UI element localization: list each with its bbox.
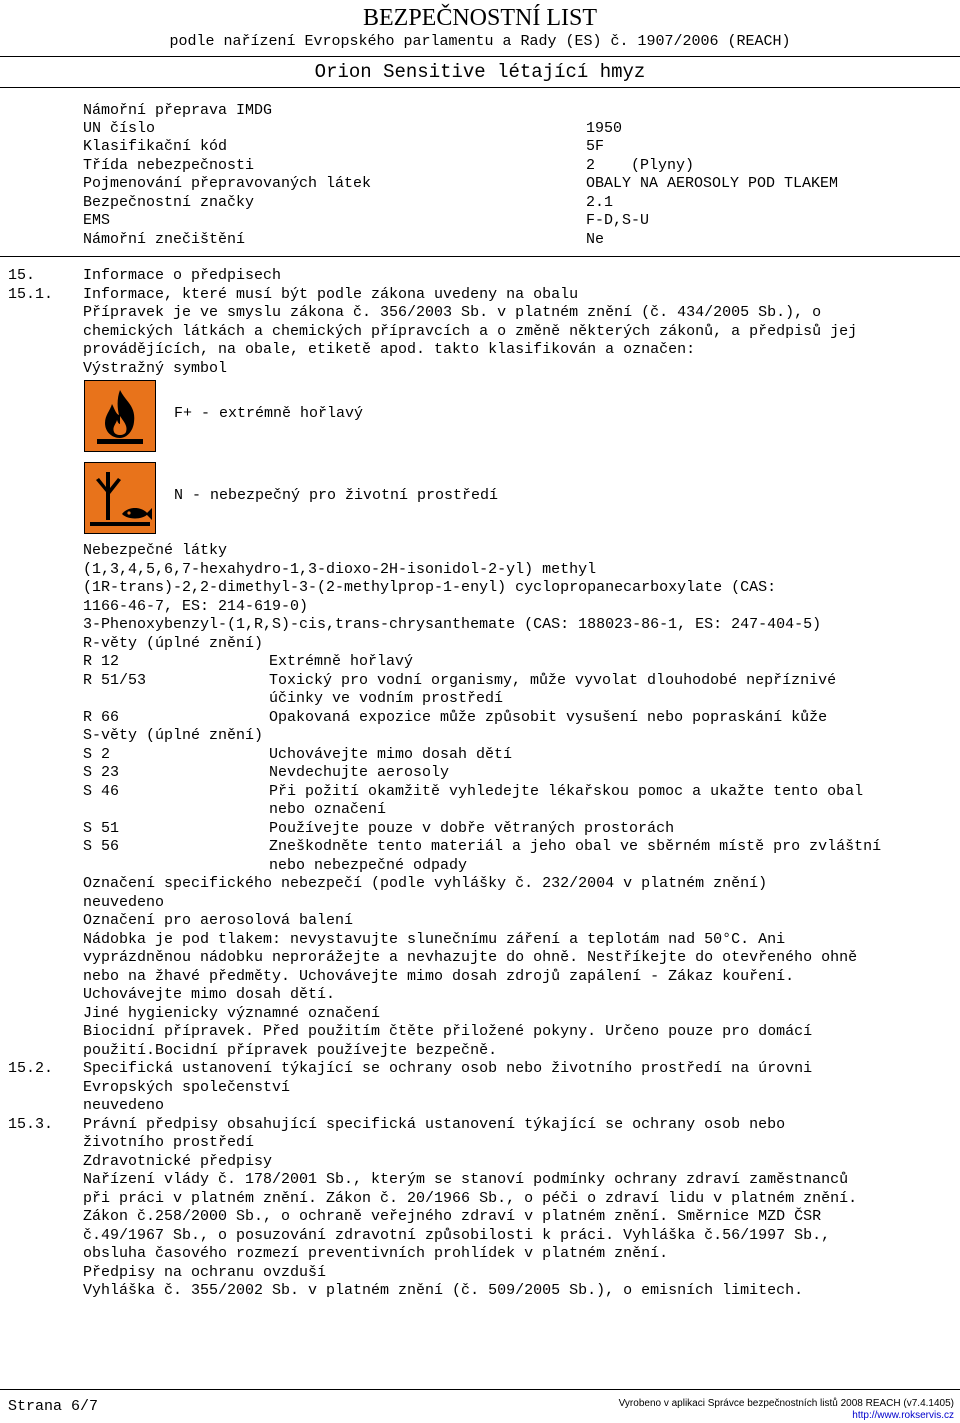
phrase-code: S 46 bbox=[83, 783, 120, 800]
section-title: Evropských společenství bbox=[83, 1079, 291, 1096]
aerosol-heading: Označení pro aerosolová balení bbox=[83, 912, 354, 929]
section-value: neuvedeno bbox=[83, 1097, 165, 1114]
phrase-text: Opakovaná expozice může způsobit vysušení nebo popraskání kůže bbox=[269, 709, 828, 726]
phrase-code: S 23 bbox=[83, 764, 120, 781]
section-number: 15.3. bbox=[8, 1116, 54, 1133]
text-line: Přípravek je ve smyslu zákona č. 356/2003 Sb. v platném znění (č. 434/2005 Sb.), o bbox=[83, 304, 822, 321]
section-number: 15.1. bbox=[8, 286, 54, 303]
environment-pictogram-icon bbox=[84, 462, 156, 534]
text-line: Biocidní přípravek. Před použitím čtěte přiložené pokyny. Určeno pouze pro domácí bbox=[83, 1023, 813, 1040]
footer-url-link[interactable]: http://www.rokservis.cz bbox=[852, 1410, 954, 1421]
air-regulations-heading: Předpisy na ochranu ovzduší bbox=[83, 1264, 327, 1281]
substances-heading: Nebezpečné látky bbox=[83, 542, 228, 559]
specific-hazard-value: neuvedeno bbox=[83, 894, 165, 911]
text-line: Zákon č.258/2000 Sb., o ochraně veřejného zdraví v platném znění. Směrnice MZD ČSR bbox=[83, 1208, 822, 1225]
footer-rule bbox=[0, 1389, 960, 1390]
imdg-value: OBALY NA AEROSOLY POD TLAKEM bbox=[586, 175, 839, 192]
section-title: Specifická ustanovení týkající se ochrany osob nebo životního prostředí na úrovni bbox=[83, 1060, 813, 1077]
text-line: při práci v platném znění. Zákon č. 20/1966 Sb., o péči o zdraví lidu v platném znění. bbox=[83, 1190, 858, 1207]
section-title: Informace o předpisech bbox=[83, 267, 282, 284]
section-title: životního prostředí bbox=[83, 1134, 255, 1151]
text-line: nebo na žhavé předměty. Uchovávejte mimo dosah zdrojů zapálení - Zákaz kouření. bbox=[83, 968, 795, 985]
health-regulations-heading: Zdravotnické předpisy bbox=[83, 1153, 273, 1170]
s-phrases-heading: S-věty (úplné znění) bbox=[83, 727, 264, 744]
r-phrases-heading: R-věty (úplné znění) bbox=[83, 635, 264, 652]
imdg-label: Klasifikační kód bbox=[83, 138, 228, 155]
phrase-code: R 51/53 bbox=[83, 672, 147, 689]
imdg-value: 2 (Plyny) bbox=[586, 157, 695, 174]
text-line: vyprázdněnou nádobku neprorážejte a nevhazujte do ohně. Nestříkejte do otevřeného ohně bbox=[83, 949, 858, 966]
imdg-value: 1950 bbox=[586, 120, 623, 137]
section-rule bbox=[0, 256, 960, 257]
header-rule bbox=[0, 56, 960, 57]
footer-app-note: Vyrobeno v aplikaci Správce bezpečnostních listů 2008 REACH (v7.4.1405) bbox=[618, 1398, 954, 1409]
symbol-label: F+ - extrémně hořlavý bbox=[174, 405, 364, 422]
other-labelling-heading: Jiné hygienicky významné označení bbox=[83, 1005, 381, 1022]
phrase-text: Zneškodněte tento materiál a jeho obal ve sběrném místě pro zvláštní bbox=[269, 838, 882, 855]
phrase-code: S 2 bbox=[83, 746, 111, 763]
phrase-text: Při požití okamžitě vyhledejte lékařskou pomoc a ukažte tento obal bbox=[269, 783, 864, 800]
phrase-text: nebo nebezpečné odpady bbox=[269, 857, 468, 874]
symbol-heading: Výstražný symbol bbox=[83, 360, 228, 377]
regulation-subtitle: podle nařízení Evropského parlamentu a Rady (ES) č. 1907/2006 (REACH) bbox=[169, 33, 791, 50]
text-line: Nařízení vlády č. 178/2001 Sb., kterým se stanoví podmínky ochrany zdraví zaměstnanců bbox=[83, 1171, 849, 1188]
text-line: Uchovávejte mimo dosah dětí. bbox=[83, 986, 336, 1003]
text-line: obsluha časového rozmezí preventivních prohlídek v platném znění. bbox=[83, 1245, 669, 1262]
imdg-label: EMS bbox=[83, 212, 111, 229]
section-title: Právní předpisy obsahující specifická ustanovení týkající se ochrany osob nebo bbox=[83, 1116, 786, 1133]
phrase-text: Uchovávejte mimo dosah dětí bbox=[269, 746, 513, 763]
imdg-value: 5F bbox=[586, 138, 605, 155]
phrase-text: Nevdechujte aerosoly bbox=[269, 764, 450, 781]
imdg-label: UN číslo bbox=[83, 120, 156, 137]
text-line: 1166-46-7, ES: 214-619-0) bbox=[83, 598, 309, 615]
text-line: Nádobka je pod tlakem: nevystavujte slunečnímu záření a teplotám nad 50°C. Ani bbox=[83, 931, 786, 948]
text-line: 3-Phenoxybenzyl-(1,R,S)-cis,trans-chrysanthemate (CAS: 188023-86-1, ES: 247-404-5) bbox=[83, 616, 822, 633]
phrase-code: R 66 bbox=[83, 709, 120, 726]
section-number: 15. bbox=[8, 267, 36, 284]
imdg-label: Třída nebezpečnosti bbox=[83, 157, 255, 174]
imdg-value: 2.1 bbox=[586, 194, 614, 211]
imdg-label: Pojmenování přepravovaných látek bbox=[83, 175, 372, 192]
text-line: provádějících, na obale, etiketě apod. takto klasifikován a označen: bbox=[83, 341, 696, 358]
text-line: (1R-trans)-2,2-dimethyl-3-(2-methylprop-1-enyl) cyclopropanecarboxylate (CAS: bbox=[83, 579, 777, 596]
phrase-text: Toxický pro vodní organismy, může vyvolat dlouhodobé nepříznivé bbox=[269, 672, 837, 689]
imdg-value: Ne bbox=[586, 231, 605, 248]
phrase-text: Extrémně hořlavý bbox=[269, 653, 414, 670]
phrase-text: účinky ve vodním prostředí bbox=[269, 690, 504, 707]
imdg-heading: Námořní přeprava IMDG bbox=[83, 102, 273, 119]
imdg-label: Bezpečnostní značky bbox=[83, 194, 255, 211]
section-title: Informace, které musí být podle zákona uvedeny na obalu bbox=[83, 286, 579, 303]
symbol-label: N - nebezpečný pro životní prostředí bbox=[174, 487, 499, 504]
flame-pictogram-icon bbox=[84, 380, 156, 452]
text-line: použití.Bocidní přípravek používejte bezpečně. bbox=[83, 1042, 498, 1059]
text-line: (1,3,4,5,6,7-hexahydro-1,3-dioxo-2H-isonidol-2-yl) methyl bbox=[83, 561, 597, 578]
imdg-label: Námořní znečištění bbox=[83, 231, 246, 248]
document-title: BEZPEČNOSTNÍ LIST bbox=[363, 5, 597, 31]
phrase-text: nebo označení bbox=[269, 801, 387, 818]
page-number: Strana 6/7 bbox=[8, 1398, 99, 1415]
imdg-value: F-D,S-U bbox=[586, 212, 650, 229]
phrase-code: S 56 bbox=[83, 838, 120, 855]
section-number: 15.2. bbox=[8, 1060, 54, 1077]
product-name: Orion Sensitive létající hmyz bbox=[314, 61, 646, 83]
specific-hazard-heading: Označení specifického nebezpečí (podle vyhlášky č. 232/2004 v platném znění) bbox=[83, 875, 768, 892]
header-rule-bottom bbox=[0, 87, 960, 88]
text-line: Vyhláška č. 355/2002 Sb. v platném znění (č. 509/2005 Sb.), o emisních limitech. bbox=[83, 1282, 804, 1299]
text-line: chemických látkách a chemických přípravcích a o změně některých zákonů, a předpisů jej bbox=[83, 323, 858, 340]
phrase-text: Používejte pouze v dobře větraných prostorách bbox=[269, 820, 675, 837]
phrase-code: R 12 bbox=[83, 653, 120, 670]
text-line: č.49/1967 Sb., o posuzování zdravotní způsobilosti k práci. Vyhláška č.56/1997 Sb., bbox=[83, 1227, 831, 1244]
phrase-code: S 51 bbox=[83, 820, 120, 837]
